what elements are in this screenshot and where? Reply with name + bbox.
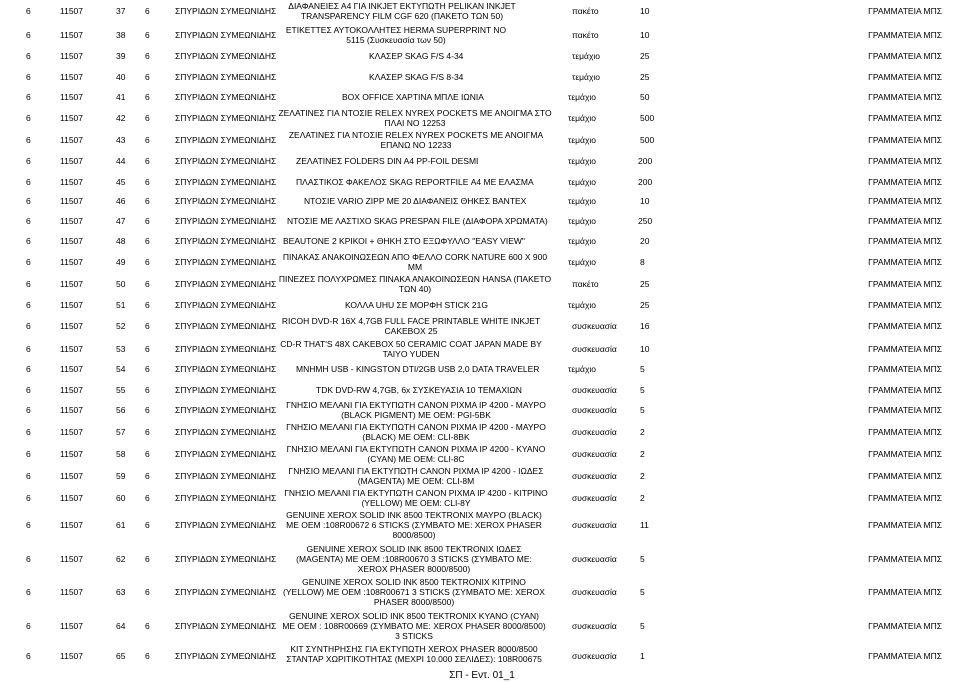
cell-qty: 5: [640, 385, 645, 395]
cell-qty: 2: [640, 493, 645, 503]
cell-dept: ΓΡΑΜΜΑΤΕΙΑ ΜΠΣ: [868, 113, 942, 123]
cell-name: ΣΠΥΡΙΔΩΝ ΣΥΜΕΩΝΙΔΗΣ: [175, 405, 277, 415]
cell-dept: ΓΡΑΜΜΑΤΕΙΑ ΜΠΣ: [868, 6, 942, 16]
cell-name: ΣΠΥΡΙΔΩΝ ΣΥΜΕΩΝΙΔΗΣ: [175, 236, 277, 246]
cell-b: 6: [145, 72, 150, 82]
cell-dept: ΓΡΑΜΜΑΤΕΙΑ ΜΠΣ: [868, 651, 942, 661]
cell-no: 49: [116, 257, 126, 267]
cell-a: 6: [26, 651, 31, 661]
cell-name: ΣΠΥΡΙΔΩΝ ΣΥΜΕΩΝΙΔΗΣ: [175, 449, 277, 459]
cell-b: 6: [145, 196, 150, 206]
cell-code: 11507: [60, 30, 84, 40]
cell-b: 6: [145, 427, 150, 437]
cell-b: 6: [145, 364, 150, 374]
cell-b: 6: [145, 651, 150, 661]
cell-name: ΣΠΥΡΙΔΩΝ ΣΥΜΕΩΝΙΔΗΣ: [175, 427, 277, 437]
cell-qty: 200: [638, 177, 653, 187]
cell-qty: 500: [640, 135, 655, 145]
cell-a: 6: [26, 51, 31, 61]
cell-unit: συσκευασία: [572, 651, 617, 661]
cell-name: ΣΠΥΡΙΔΩΝ ΣΥΜΕΩΝΙΔΗΣ: [175, 72, 277, 82]
cell-qty: 25: [640, 300, 650, 310]
cell-no: 44: [116, 156, 126, 166]
table-row: [0, 338, 960, 362]
cell-b: 6: [145, 344, 150, 354]
cell-b: 6: [145, 449, 150, 459]
cell-b: 6: [145, 156, 150, 166]
cell-qty: 16: [640, 321, 650, 331]
cell-desc: ΜΝΗΜΗ USB - KINGSTON DTI/2GB USB 2,0 DATA TRAVELER: [296, 364, 540, 374]
cell-qty: 5: [640, 554, 645, 564]
cell-b: 6: [145, 177, 150, 187]
cell-b: 6: [145, 493, 150, 503]
cell-dept: ΓΡΑΜΜΑΤΕΙΑ ΜΠΣ: [868, 449, 942, 459]
cell-dept: ΓΡΑΜΜΑΤΕΙΑ ΜΠΣ: [868, 520, 942, 530]
cell-desc: ΓΝΗΣΙΟ ΜΕΛΑΝΙ ΓΙΑ ΕΚΤΥΠΩΤΗ CANON PIXMA IP 4200 - ΜΑΥΡΟ (BLACK PIGMENT) ΜΕ OEM: PGI-5BK: [286, 400, 546, 420]
cell-no: 52: [116, 321, 126, 331]
cell-code: 11507: [60, 113, 84, 123]
page-footer: [0, 670, 960, 681]
cell-a: 6: [26, 279, 31, 289]
cell-a: 6: [26, 554, 31, 564]
cell-desc: GENUINE XEROX SOLID INK 8500 TEKTRONIX ΚΙΤΡΙΝΟ (YELLOW) ΜΕ OEM :108R00671 3 STICKS (ΣΥΜΒΑΤΟ ΜΕ: XEROX PHASER 8000/8500): [283, 577, 545, 607]
cell-unit: τεμάχιο: [572, 51, 601, 61]
cell-name: ΣΠΥΡΙΔΩΝ ΣΥΜΕΩΝΙΔΗΣ: [175, 520, 277, 530]
cell-code: 11507: [60, 279, 84, 289]
cell-unit: τεμάχιο: [568, 92, 597, 102]
table-row: [0, 399, 960, 423]
cell-a: 6: [26, 113, 31, 123]
cell-name: ΣΠΥΡΙΔΩΝ ΣΥΜΕΩΝΙΔΗΣ: [175, 113, 277, 123]
cell-b: 6: [145, 51, 150, 61]
cell-name: ΣΠΥΡΙΔΩΝ ΣΥΜΕΩΝΙΔΗΣ: [175, 651, 277, 661]
cell-code: 11507: [60, 92, 84, 102]
cell-no: 57: [116, 427, 126, 437]
cell-no: 46: [116, 196, 126, 206]
cell-no: 54: [116, 364, 126, 374]
cell-a: 6: [26, 72, 31, 82]
cell-desc: ΖΕΛΑΤΙΝΕΣ FOLDERS DIN A4 PP-FOIL DESMI: [296, 156, 479, 166]
cell-dept: ΓΡΑΜΜΑΤΕΙΑ ΜΠΣ: [868, 587, 942, 597]
table-row: [0, 609, 960, 643]
cell-name: ΣΠΥΡΙΔΩΝ ΣΥΜΕΩΝΙΔΗΣ: [175, 364, 277, 374]
cell-desc: ΠΙΝΕΖΕΣ ΠΟΛΥΧΡΩΜΕΣ ΠΙΝΑΚΑ ΑΝΑΚΟΙΝΩΣΕΩΝ HANSA (ΠΑΚΕΤΟ ΤΩΝ 40): [278, 274, 552, 294]
cell-qty: 250: [638, 216, 653, 226]
cell-unit: συσκευασία: [572, 554, 617, 564]
cell-a: 6: [26, 216, 31, 226]
cell-a: 6: [26, 6, 31, 16]
cell-name: ΣΠΥΡΙΔΩΝ ΣΥΜΕΩΝΙΔΗΣ: [175, 321, 277, 331]
cell-name: ΣΠΥΡΙΔΩΝ ΣΥΜΕΩΝΙΔΗΣ: [175, 621, 277, 631]
cell-qty: 10: [640, 30, 650, 40]
cell-a: 6: [26, 364, 31, 374]
cell-dept: ΓΡΑΜΜΑΤΕΙΑ ΜΠΣ: [868, 364, 942, 374]
cell-dept: ΓΡΑΜΜΑΤΕΙΑ ΜΠΣ: [868, 72, 942, 82]
cell-code: 11507: [60, 405, 84, 415]
cell-a: 6: [26, 427, 31, 437]
cell-qty: 25: [640, 279, 650, 289]
cell-desc: ΔΙΑΦΑΝΕΙΕΣ Α4 ΓΙΑ INKJET ΕΚΤΥΠΩΤΗ PELIKAN INKJET TRANSPARENCY FILM CGF 620 (ΠΑΚΕΤΟ ΤΩΝ 50): [288, 1, 516, 21]
cell-a: 6: [26, 520, 31, 530]
cell-b: 6: [145, 385, 150, 395]
cell-unit: πακέτο: [572, 6, 599, 16]
cell-code: 11507: [60, 449, 84, 459]
cell-desc: BEAUTONE 2 ΚΡΙΚΟΙ + ΘΗΚΗ ΣΤΟ ΕΞΩΦΥΛΛΟ "EASY VIEW": [283, 236, 525, 246]
cell-no: 47: [116, 216, 126, 226]
cell-no: 40: [116, 72, 126, 82]
table-row: [0, 1, 960, 22]
cell-dept: ΓΡΑΜΜΑΤΕΙΑ ΜΠΣ: [868, 427, 942, 437]
cell-desc: BOX OFFICE ΧΑΡΤΙΝΑ ΜΠΛΕ ΙΩΝΙΑ: [342, 92, 484, 102]
cell-unit: τεμάχιο: [572, 72, 601, 82]
cell-qty: 10: [640, 344, 650, 354]
cell-name: ΣΠΥΡΙΔΩΝ ΣΥΜΕΩΝΙΔΗΣ: [175, 196, 277, 206]
cell-no: 60: [116, 493, 126, 503]
cell-code: 11507: [60, 196, 84, 206]
cell-no: 48: [116, 236, 126, 246]
cell-code: 11507: [60, 364, 84, 374]
cell-qty: 10: [640, 6, 650, 16]
cell-name: ΣΠΥΡΙΔΩΝ ΣΥΜΕΩΝΙΔΗΣ: [175, 177, 277, 187]
cell-code: 11507: [60, 344, 84, 354]
cell-a: 6: [26, 385, 31, 395]
table-row: [0, 465, 960, 489]
cell-a: 6: [26, 321, 31, 331]
cell-dept: ΓΡΑΜΜΑΤΕΙΑ ΜΠΣ: [868, 621, 942, 631]
cell-b: 6: [145, 279, 150, 289]
table-row: [0, 576, 960, 610]
cell-no: 42: [116, 113, 126, 123]
cell-dept: ΓΡΑΜΜΑΤΕΙΑ ΜΠΣ: [868, 216, 942, 226]
table-row: [0, 508, 960, 542]
cell-qty: 2: [640, 449, 645, 459]
table-row: [0, 421, 960, 445]
table-row: [0, 643, 960, 669]
cell-unit: τεμάχιο: [568, 216, 597, 226]
cell-qty: 5: [640, 364, 645, 374]
cell-qty: 11: [640, 520, 649, 530]
cell-b: 6: [145, 520, 150, 530]
cell-no: 61: [116, 520, 126, 530]
cell-no: 50: [116, 279, 126, 289]
cell-a: 6: [26, 257, 31, 267]
cell-a: 6: [26, 135, 31, 145]
cell-qty: 5: [640, 621, 645, 631]
cell-no: 62: [116, 554, 126, 564]
cell-dept: ΓΡΑΜΜΑΤΕΙΑ ΜΠΣ: [868, 177, 942, 187]
cell-unit: τεμάχιο: [568, 236, 597, 246]
cell-dept: ΓΡΑΜΜΑΤΕΙΑ ΜΠΣ: [868, 554, 942, 564]
cell-a: 6: [26, 92, 31, 102]
cell-dept: ΓΡΑΜΜΑΤΕΙΑ ΜΠΣ: [868, 196, 942, 206]
cell-dept: ΓΡΑΜΜΑΤΕΙΑ ΜΠΣ: [868, 257, 942, 267]
cell-dept: ΓΡΑΜΜΑΤΕΙΑ ΜΠΣ: [868, 135, 942, 145]
cell-a: 6: [26, 471, 31, 481]
cell-name: ΣΠΥΡΙΔΩΝ ΣΥΜΕΩΝΙΔΗΣ: [175, 51, 277, 61]
cell-qty: 20: [640, 236, 650, 246]
cell-b: 6: [145, 92, 150, 102]
cell-desc: ΖΕΛΑΤΙΝΕΣ ΓΙΑ ΝΤΟΣΙΕ RELEX NYREX POCKETS ΜΕ ΑΝΟΙΓΜΑ ΕΠΑΝΩ ΝΟ 12233: [288, 130, 544, 150]
cell-name: ΣΠΥΡΙΔΩΝ ΣΥΜΕΩΝΙΔΗΣ: [175, 257, 277, 267]
table-row: [0, 250, 960, 274]
cell-unit: συσκευασία: [572, 427, 617, 437]
cell-code: 11507: [60, 427, 84, 437]
cell-unit: τεμάχιο: [568, 156, 597, 166]
cell-no: 39: [116, 51, 126, 61]
cell-a: 6: [26, 449, 31, 459]
cell-b: 6: [145, 6, 150, 16]
cell-no: 55: [116, 385, 126, 395]
cell-code: 11507: [60, 321, 84, 331]
cell-unit: τεμάχιο: [568, 113, 597, 123]
cell-unit: συσκευασία: [572, 344, 617, 354]
table-row: [0, 273, 960, 297]
cell-no: 45: [116, 177, 126, 187]
cell-desc: ΚΟΛΛΑ UHU ΣΕ ΜΟΡΦΗ STICK 21G: [345, 300, 488, 310]
cell-desc: ΖΕΛΑΤΙΝΕΣ ΓΙΑ ΝΤΟΣΙΕ RELEX NYREX POCKETS ΜΕ ΑΝΟΙΓΜΑ ΣΤΟ ΠΛΑΙ ΝΟ 12253: [278, 108, 552, 128]
cell-name: ΣΠΥΡΙΔΩΝ ΣΥΜΕΩΝΙΔΗΣ: [175, 300, 277, 310]
cell-code: 11507: [60, 72, 84, 82]
cell-desc: ΝΤΟΣΙΕ VARIO ZIPP ΜΕ 20 ΔΙΑΦΑΝΕΙΣ ΘΗΚΕΣ ΒΑΝΤΕΧ: [304, 196, 527, 206]
cell-dept: ΓΡΑΜΜΑΤΕΙΑ ΜΠΣ: [868, 30, 942, 40]
cell-unit: πακέτο: [572, 279, 599, 289]
cell-no: 37: [116, 6, 126, 16]
cell-dept: ΓΡΑΜΜΑΤΕΙΑ ΜΠΣ: [868, 236, 942, 246]
cell-b: 6: [145, 321, 150, 331]
cell-desc: ΚΛΑΣΕΡ SKAG F/S 8-34: [369, 72, 464, 82]
cell-unit: συσκευασία: [572, 520, 617, 530]
cell-b: 6: [145, 135, 150, 145]
cell-code: 11507: [60, 6, 84, 16]
cell-name: ΣΠΥΡΙΔΩΝ ΣΥΜΕΩΝΙΔΗΣ: [175, 385, 277, 395]
cell-qty: 1: [640, 651, 645, 661]
cell-a: 6: [26, 300, 31, 310]
cell-code: 11507: [60, 621, 84, 631]
cell-dept: ΓΡΑΜΜΑΤΕΙΑ ΜΠΣ: [868, 300, 942, 310]
cell-unit: τεμάχιο: [568, 196, 597, 206]
cell-code: 11507: [60, 135, 84, 145]
cell-no: 41: [116, 92, 126, 102]
cell-desc: ΚΛΑΣΕΡ SKAG F/S 4-34: [369, 51, 464, 61]
cell-unit: συσκευασία: [572, 321, 617, 331]
cell-a: 6: [26, 621, 31, 631]
cell-b: 6: [145, 621, 150, 631]
cell-b: 6: [145, 554, 150, 564]
footer-label: ΣΠ - Εντ. 01_1: [449, 670, 515, 681]
cell-desc: ΓΝΗΣΙΟ ΜΕΛΑΝΙ ΓΙΑ ΕΚΤΥΠΩΤΗ CANON PIXMA IP 4200 - ΚΙΤΡΙΝΟ (YELLOW) ΜΕ OEM: CLI-8Y: [284, 488, 548, 508]
cell-b: 6: [145, 236, 150, 246]
cell-name: ΣΠΥΡΙΔΩΝ ΣΥΜΕΩΝΙΔΗΣ: [175, 344, 277, 354]
cell-a: 6: [26, 236, 31, 246]
cell-name: ΣΠΥΡΙΔΩΝ ΣΥΜΕΩΝΙΔΗΣ: [175, 216, 277, 226]
cell-desc: ΝΤΟΣΙΕ ΜΕ ΛΑΣΤΙΧΟ SKAG PRESPAN FILE (ΔΙΑΦΟΡΑ ΧΡΩΜΑΤΑ): [287, 216, 548, 226]
cell-dept: ΓΡΑΜΜΑΤΕΙΑ ΜΠΣ: [868, 405, 942, 415]
cell-dept: ΓΡΑΜΜΑΤΕΙΑ ΜΠΣ: [868, 471, 942, 481]
cell-desc: RICOH DVD-R 16X 4,7GB FULL FACE PRINTABLE WHITE INKJET CAKEBOX 25: [281, 316, 541, 336]
cell-desc: ΠΛΑΣΤΙΚΟΣ ΦΑΚΕΛΟΣ SKAG REPORTFILE Α4 ΜΕ ΕΛΑΣΜΑ: [296, 177, 534, 187]
cell-unit: τεμάχιο: [568, 135, 597, 145]
cell-qty: 25: [640, 72, 650, 82]
cell-name: ΣΠΥΡΙΔΩΝ ΣΥΜΕΩΝΙΔΗΣ: [175, 554, 277, 564]
cell-code: 11507: [60, 587, 84, 597]
cell-code: 11507: [60, 177, 84, 187]
cell-no: 58: [116, 449, 126, 459]
cell-name: ΣΠΥΡΙΔΩΝ ΣΥΜΕΩΝΙΔΗΣ: [175, 6, 277, 16]
cell-name: ΣΠΥΡΙΔΩΝ ΣΥΜΕΩΝΙΔΗΣ: [175, 279, 277, 289]
cell-qty: 2: [640, 427, 645, 437]
cell-unit: συσκευασία: [572, 621, 617, 631]
cell-code: 11507: [60, 236, 84, 246]
cell-no: 64: [116, 621, 126, 631]
cell-name: ΣΠΥΡΙΔΩΝ ΣΥΜΕΩΝΙΔΗΣ: [175, 493, 277, 503]
cell-dept: ΓΡΑΜΜΑΤΕΙΑ ΜΠΣ: [868, 51, 942, 61]
cell-unit: συσκευασία: [572, 493, 617, 503]
cell-qty: 5: [640, 587, 645, 597]
cell-desc: ΓΝΗΣΙΟ ΜΕΛΑΝΙ ΓΙΑ ΕΚΤΥΠΩΤΗ CANON PIXMA IP 4200 - ΚΥΑΝΟ (CYAN) ΜΕ OEM: CLI-8C: [286, 444, 546, 464]
cell-b: 6: [145, 300, 150, 310]
cell-code: 11507: [60, 493, 84, 503]
cell-b: 6: [145, 257, 150, 267]
cell-code: 11507: [60, 385, 84, 395]
cell-b: 6: [145, 216, 150, 226]
cell-code: 11507: [60, 51, 84, 61]
cell-desc: ΕΤΙΚΕΤΤΕΣ ΑΥΤΟΚΟΛΛΗΤΕΣ HERMA SUPERPRINT NO 5115 (Συσκευασία των 50): [285, 25, 507, 45]
cell-desc: KIT ΣΥΝΤΗΡΗΣΗΣ ΓΙΑ ΕΚΤΥΠΩΤΗ XEROX PHASER 8000/8500 ΣΤΑΝΤΑΡ ΧΩΡΙΤΙΚΟΤΗΤΑΣ (ΜΕΧΡΙ 10.000 ΣΕΛΙΔΕΣ): 108R00675: [286, 644, 542, 664]
cell-no: 56: [116, 405, 126, 415]
cell-qty: 200: [638, 156, 653, 166]
table-row: [0, 128, 960, 152]
cell-name: ΣΠΥΡΙΔΩΝ ΣΥΜΕΩΝΙΔΗΣ: [175, 471, 277, 481]
cell-no: 43: [116, 135, 126, 145]
cell-dept: ΓΡΑΜΜΑΤΕΙΑ ΜΠΣ: [868, 344, 942, 354]
cell-desc: CD-R THAT'S 48X CAKEBOX 50 CERAMIC COAT JAPAN MADE BY TAIYO YUDEN: [280, 339, 542, 359]
cell-code: 11507: [60, 554, 84, 564]
cell-unit: τεμάχιο: [568, 364, 597, 374]
cell-a: 6: [26, 156, 31, 166]
cell-code: 11507: [60, 257, 84, 267]
cell-code: 11507: [60, 216, 84, 226]
cell-code: 11507: [60, 651, 84, 661]
cell-a: 6: [26, 177, 31, 187]
cell-desc: GENUINE XEROX SOLID INK 8500 TEKTRONIX ΚΥΑΝΟ (CYAN) ΜΕ OEM : 108R00669 (ΣΥΜΒΑΤΟ ΜΕ: XEROX PHASER 8000/8500) 3 STICKS: [282, 611, 546, 641]
table-row: [0, 542, 960, 576]
cell-unit: πακέτο: [572, 30, 599, 40]
cell-a: 6: [26, 196, 31, 206]
cell-a: 6: [26, 493, 31, 503]
cell-unit: τεμάχιο: [568, 177, 597, 187]
cell-name: ΣΠΥΡΙΔΩΝ ΣΥΜΕΩΝΙΔΗΣ: [175, 92, 277, 102]
cell-desc: GENUINE XEROX SOLID INK 8500 TEKTRONIX ΙΩΔΕΣ (MAGENTA) ΜΕ OEM :108R00670 3 STICKS (ΣΥΜΒΑΤΟ ΜΕ: XEROX PHASER 8000/8500): [296, 544, 532, 574]
cell-no: 51: [116, 300, 126, 310]
cell-desc: ΠΙΝΑΚΑΣ ΑΝΑΚΟΙΝΩΣΕΩΝ ΑΠΟ ΦΕΛΛΟ CORK NATURE 600 X 900 MM: [282, 252, 548, 272]
table-row: [0, 106, 960, 130]
cell-no: 63: [116, 587, 126, 597]
cell-unit: τεμάχιο: [568, 257, 597, 267]
cell-qty: 5: [640, 405, 645, 415]
cell-dept: ΓΡΑΜΜΑΤΕΙΑ ΜΠΣ: [868, 92, 942, 102]
cell-unit: συσκευασία: [572, 405, 617, 415]
cell-code: 11507: [60, 300, 84, 310]
cell-dept: ΓΡΑΜΜΑΤΕΙΑ ΜΠΣ: [868, 321, 942, 331]
cell-name: ΣΠΥΡΙΔΩΝ ΣΥΜΕΩΝΙΔΗΣ: [175, 135, 277, 145]
cell-no: 65: [116, 651, 126, 661]
cell-dept: ΓΡΑΜΜΑΤΕΙΑ ΜΠΣ: [868, 385, 942, 395]
cell-b: 6: [145, 113, 150, 123]
cell-b: 6: [145, 471, 150, 481]
cell-unit: συσκευασία: [572, 385, 617, 395]
cell-dept: ΓΡΑΜΜΑΤΕΙΑ ΜΠΣ: [868, 156, 942, 166]
cell-qty: 2: [640, 471, 645, 481]
table-row: [0, 315, 960, 339]
table-row: [0, 24, 960, 46]
cell-name: ΣΠΥΡΙΔΩΝ ΣΥΜΕΩΝΙΔΗΣ: [175, 30, 277, 40]
cell-b: 6: [145, 405, 150, 415]
cell-a: 6: [26, 30, 31, 40]
cell-no: 53: [116, 344, 126, 354]
cell-a: 6: [26, 405, 31, 415]
cell-code: 11507: [60, 156, 84, 166]
cell-dept: ΓΡΑΜΜΑΤΕΙΑ ΜΠΣ: [868, 279, 942, 289]
cell-unit: συσκευασία: [572, 449, 617, 459]
cell-qty: 10: [640, 196, 650, 206]
cell-unit: συσκευασία: [572, 587, 617, 597]
cell-b: 6: [145, 30, 150, 40]
cell-qty: 500: [640, 113, 655, 123]
cell-no: 59: [116, 471, 126, 481]
cell-qty: 50: [640, 92, 650, 102]
cell-name: ΣΠΥΡΙΔΩΝ ΣΥΜΕΩΝΙΔΗΣ: [175, 587, 277, 597]
cell-a: 6: [26, 344, 31, 354]
cell-no: 38: [116, 30, 126, 40]
cell-desc: ΓΝΗΣΙΟ ΜΕΛΑΝΙ ΓΙΑ ΕΚΤΥΠΩΤΗ CANON PIXMA IP 4200 - ΙΩΔΕΣ (MAGENTA) ΜΕ OEM: CLI-8M: [288, 466, 544, 486]
cell-code: 11507: [60, 471, 84, 481]
cell-desc: ΓΝΗΣΙΟ ΜΕΛΑΝΙ ΓΙΑ ΕΚΤΥΠΩΤΗ CANON PIXMA IP 4200 - ΜΑΥΡΟ (BLACK) ΜΕ OEM: CLI-8BK: [286, 422, 546, 442]
cell-qty: 25: [640, 51, 650, 61]
cell-qty: 8: [640, 257, 645, 267]
cell-desc: TDK DVD-RW 4,7GB, 6x ΣΥΣΚΕΥΑΣΙΑ 10 ΤΕΜΑΧΙΩΝ: [316, 385, 522, 395]
cell-a: 6: [26, 587, 31, 597]
cell-code: 11507: [60, 520, 84, 530]
cell-name: ΣΠΥΡΙΔΩΝ ΣΥΜΕΩΝΙΔΗΣ: [175, 156, 277, 166]
table-row: [0, 443, 960, 467]
cell-unit: συσκευασία: [572, 471, 617, 481]
cell-unit: τεμάχιο: [568, 300, 597, 310]
cell-desc: GENUINE XEROX SOLID INK 8500 TEKTRONIX ΜΑΥΡΟ (BLACK) ΜΕ OEM :108R00672 6 STICKS (ΣΥΜΒΑΤΟ ΜΕ: XEROX PHASER 8000/8500): [286, 510, 542, 540]
cell-dept: ΓΡΑΜΜΑΤΕΙΑ ΜΠΣ: [868, 493, 942, 503]
cell-b: 6: [145, 587, 150, 597]
